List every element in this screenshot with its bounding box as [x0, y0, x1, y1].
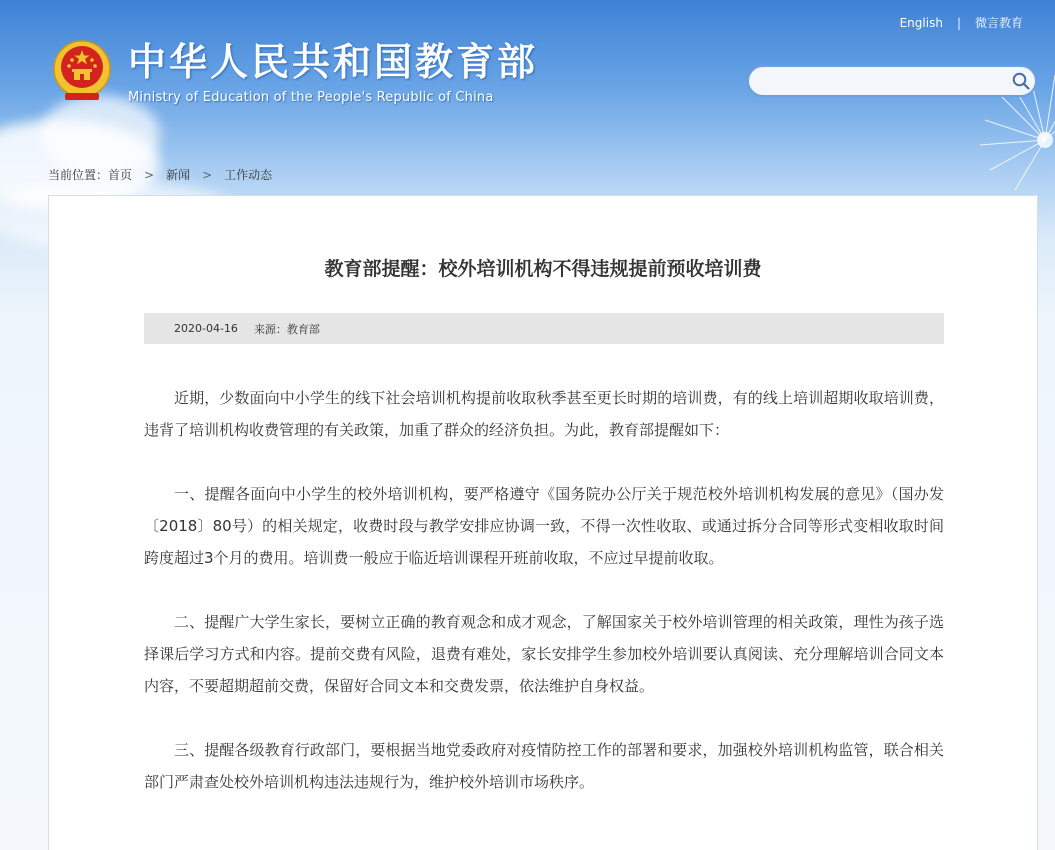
- article-date: 2020-04-16: [174, 322, 238, 335]
- breadcrumb-home[interactable]: 首页: [108, 168, 133, 182]
- top-link-separator: |: [956, 15, 961, 30]
- article-title: 教育部提醒：校外培训机构不得违规提前预收培训费: [324, 258, 762, 280]
- breadcrumb-prefix: 当前位置：: [48, 168, 109, 182]
- weibo-link[interactable]: 微言教育: [974, 16, 1023, 30]
- article-paragraph: 近期，少数面向中小学生的线下社会培训机构提前收取秋季甚至更长时期的培训费，有的线上培训超期收取培训费，违背了培训机构收费管理的有关政策，加重了群众的经济负担。为此，教育部提醒如下：: [144, 389, 944, 439]
- site-title-cn: 中华人民共和国教育部: [128, 40, 539, 84]
- article-paragraph: 一、提醒各面向中小学生的校外培训机构，要严格遵守《国务院办公厅关于规范校外培训机构发展的意见》（国办发〔2018〕80号）的相关规定，收费时段与教学安排应协调一致，不得一次性收取、或通过拆分合同等形式变相收取时间跨度超过3个月的费用。培训费一般应于临近培训课程开班前收取，不应过早提前收取。: [144, 485, 944, 567]
- search-button[interactable]: [1007, 67, 1035, 95]
- article-paragraph: 二、提醒广大学生家长，要树立正确的教育观念和成才观念，了解国家关于校外培训管理的相关政策，理性为孩子选择课后学习方式和内容。提前交费有风险，退费有难处，家长安排学生参加校外培训要认真阅读、充分理解培训合同文本内容，不要超期超前交费，保留好合同文本和交费发票，依法维护自身权益。: [144, 613, 944, 695]
- article-source: 来源：教育部: [253, 322, 320, 336]
- cloud-decoration: [40, 95, 160, 175]
- article-container: [48, 195, 1038, 850]
- national-emblem-icon[interactable]: [50, 38, 114, 104]
- chevron-right-icon: >: [144, 167, 155, 182]
- chevron-right-icon: >: [202, 167, 213, 182]
- english-link[interactable]: English: [899, 15, 943, 30]
- article-meta: [144, 313, 944, 344]
- site-title-en: Ministry of Education of the People's Republic of China: [128, 90, 494, 105]
- search-input[interactable]: [749, 67, 1007, 95]
- search-box: [747, 65, 1037, 97]
- breadcrumb-news[interactable]: 新闻: [166, 168, 191, 182]
- top-links: [900, 14, 1023, 31]
- article-paragraph: 三、提醒各级教育行政部门，要根据当地党委政府对疫情防控工作的部署和要求，加强校外培训机构监管，联合相关部门严肃查处校外培训机构违法违规行为，维护校外培训市场秩序。: [144, 741, 944, 791]
- search-icon: [1012, 72, 1030, 90]
- article-body: [144, 382, 944, 830]
- site-title: [128, 38, 538, 105]
- breadcrumb: [48, 166, 272, 183]
- breadcrumb-work-updates[interactable]: 工作动态: [224, 168, 273, 182]
